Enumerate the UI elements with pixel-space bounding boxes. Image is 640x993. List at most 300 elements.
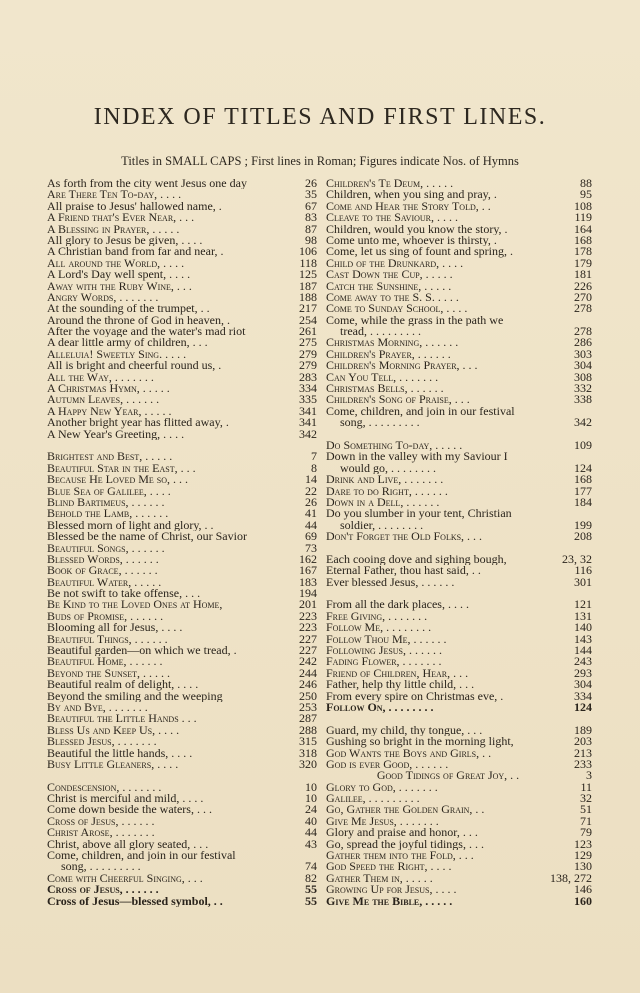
entry-hymn-number: 3 [586, 770, 592, 782]
index-entry [47, 463, 317, 474]
entry-hymn-number: 201 [299, 599, 317, 611]
entry-title: As forth from the city went Jesus one day [47, 178, 247, 190]
index-entry [47, 360, 317, 371]
index-entry [326, 577, 592, 588]
entry-title: Good Tidings of Great Joy, . . [376, 770, 520, 782]
index-entry [326, 770, 592, 781]
entry-title: Children's Te Deum, . . . . . [326, 178, 454, 190]
entry-hymn-number: 243 [574, 656, 592, 668]
entry-hymn-number: 301 [574, 576, 592, 589]
entry-hymn-number: 146 [574, 884, 592, 896]
entry-title: Guard, my child, thy tongue, . . . [326, 724, 483, 737]
entry-hymn-number: 315 [299, 736, 317, 748]
index-entry [326, 668, 592, 679]
entry-title: Come, while the grass in the path we [326, 314, 504, 327]
entry-title: Catch the Sunshine, . . . . . [326, 280, 452, 292]
entry-hymn-number: 308 [574, 371, 592, 384]
entry-hymn-number: 164 [574, 223, 592, 235]
entry-hymn-number: 178 [574, 246, 592, 258]
entry-title: God Speed the Right, . . . . [326, 861, 452, 873]
entry-hymn-number: 121 [574, 599, 592, 611]
index-entry [326, 224, 592, 235]
entry-hymn-number: 41 [305, 508, 317, 520]
entry-hymn-number: 261 [299, 326, 317, 338]
index-entry [326, 508, 592, 519]
index-entry [47, 543, 317, 554]
entry-title: Go, Gather the Golden Grain, . . [326, 804, 485, 816]
index-entry [326, 850, 592, 861]
entry-title: Busy Little Gleaners, . . . . [47, 758, 179, 771]
entry-hymn-number: 304 [574, 679, 592, 691]
index-entry [326, 201, 592, 212]
index-entry [47, 337, 317, 348]
entry-title: Beyond the smiling and the weeping [47, 690, 223, 702]
entry-hymn-number: 23, 32 [562, 553, 592, 566]
entry-title: All the Way, . . . . . . . [47, 371, 154, 384]
index-entry [47, 656, 317, 667]
entry-title: Drink and Live, . . . . . . . [326, 474, 444, 486]
entry-hymn-number: 334 [574, 690, 592, 702]
entry-title: Children's Morning Prayer, . . . [326, 360, 478, 372]
entry-title: Down in the valley with my Saviour I [326, 451, 508, 463]
entry-title: Come, children, and join in our festival [326, 405, 515, 418]
index-entry [47, 497, 317, 508]
index-entry [47, 201, 317, 212]
entry-title: Behold the Lamb, . . . . . . [47, 508, 169, 520]
entry-title: Beautiful Water, . . . . . [47, 576, 162, 589]
index-entry [326, 725, 592, 736]
entry-hymn-number: 179 [574, 257, 592, 270]
entry-title: Gushing so bright in the morning light, [326, 736, 514, 748]
entry-hymn-number: 246 [299, 679, 317, 691]
entry-hymn-number: 213 [574, 747, 592, 759]
entry-title: Give Me the Bible, . . . . . [326, 895, 453, 907]
index-entry [47, 258, 317, 269]
entry-title: Away with the Ruby Wine, . . . [47, 280, 192, 292]
left-column [47, 178, 317, 907]
entry-hymn-number: 341 [299, 417, 317, 429]
entry-title: Can You Tell, . . . . . . . [326, 371, 439, 384]
entry-title: Be not swift to take offense, . . . [47, 588, 201, 600]
entry-title: Beautiful Home, . . . . . . [47, 656, 163, 668]
entry-title: Beautiful realm of delight, . . . . [47, 679, 199, 691]
index-entry [47, 235, 317, 246]
index-entry [326, 372, 592, 383]
entry-hymn-number: 11 [580, 781, 592, 794]
entry-title: God is ever Good, . . . . . . [326, 758, 449, 771]
entry-hymn-number: 288 [299, 724, 317, 737]
entry-title: Growing Up for Jesus, . . . . [326, 884, 457, 896]
entry-title: A Blessing in Prayer, . . . . . [47, 223, 180, 235]
index-entry [326, 611, 592, 622]
index-entry [326, 702, 592, 713]
index-entry [326, 816, 592, 827]
entry-hymn-number: 184 [574, 496, 592, 509]
index-entry [47, 349, 317, 360]
entry-hymn-number: 14 [305, 474, 317, 486]
entry-hymn-number: 144 [574, 645, 592, 657]
entry-title: Autumn Leaves, . . . . . . [47, 394, 160, 406]
index-entry [326, 474, 592, 485]
index-entry [326, 736, 592, 747]
entry-hymn-number: 227 [299, 645, 317, 657]
entry-hymn-number: 188 [299, 291, 317, 304]
entry-hymn-number: 194 [299, 588, 317, 600]
index-entry [326, 599, 592, 610]
entry-title: would go, . . . . . . . . [340, 462, 436, 475]
entry-hymn-number: 88 [580, 178, 592, 190]
page-title: INDEX OF TITLES AND FIRST LINES. [93, 104, 547, 130]
entry-title: By and Bye, . . . . . . . [47, 701, 148, 714]
entry-title: Beautiful Star in the East, . . . [47, 462, 196, 475]
entry-hymn-number: 24 [305, 804, 317, 816]
entry-hymn-number: 83 [305, 212, 317, 224]
entry-title: Children, would you know the story, . [326, 223, 508, 235]
entry-hymn-number: 278 [574, 303, 592, 315]
entry-title: Beautiful garden—on which we tread, . [47, 645, 237, 657]
index-entry [326, 315, 592, 326]
entry-hymn-number: 279 [299, 360, 317, 372]
entry-title: Free Giving, . . . . . . . [326, 610, 428, 623]
entry-title: Christmas Morning, . . . . . . [326, 337, 459, 349]
entry-hymn-number: 253 [299, 701, 317, 714]
index-entry [47, 622, 317, 633]
section-gap [47, 440, 317, 451]
index-entry [326, 520, 592, 531]
entry-title: Fading Flower, . . . . . . . [326, 656, 442, 668]
index-entry [47, 679, 317, 690]
entry-hymn-number: 233 [574, 758, 592, 771]
index-entry [47, 531, 317, 542]
entry-title: Be Kind to the Loved Ones at Home, [47, 599, 223, 611]
entry-hymn-number: 8 [311, 462, 317, 475]
index-entry [47, 269, 317, 280]
entry-title: Down in a Dell, . . . . . . [326, 496, 440, 509]
index-entry [326, 531, 592, 542]
index-entry [326, 759, 592, 770]
entry-title: All around the World, . . . . [47, 257, 185, 270]
entry-title: Condescension, . . . . . . . [47, 781, 162, 794]
entry-hymn-number: 32 [580, 793, 592, 805]
entry-hymn-number: 131 [574, 610, 592, 623]
index-entry [326, 782, 592, 793]
entry-hymn-number: 162 [299, 553, 317, 566]
entry-title: Come, let us sing of fount and spring, . [326, 246, 513, 258]
index-entry [47, 565, 317, 576]
entry-title: A dear little army of children, . . . [47, 337, 208, 349]
entry-hymn-number: 217 [299, 303, 317, 315]
entry-title: Come down beside the waters, . . . [47, 804, 212, 816]
index-entry [47, 246, 317, 257]
index-entry [47, 486, 317, 497]
entry-hymn-number: 287 [299, 713, 317, 725]
entry-title: Blessed morn of light and glory, . . [47, 519, 214, 532]
index-entry [326, 748, 592, 759]
entry-title: Beautiful Songs, . . . . . . [47, 542, 165, 554]
entry-hymn-number: 223 [299, 622, 317, 634]
entry-title: Follow Me, . . . . . . . . [326, 622, 432, 634]
index-entry [47, 850, 317, 861]
entry-title: Galilee, . . . . . . . . . [326, 793, 420, 805]
entry-title: Follow On, . . . . . . . . [326, 701, 434, 714]
entry-title: All is bright and cheerful round us, . [47, 360, 222, 372]
index-entry [326, 258, 592, 269]
entry-hymn-number: 44 [305, 519, 317, 532]
entry-title: From all the dark places, . . . . [326, 599, 469, 611]
index-entry [326, 360, 592, 371]
entry-title: A New Year's Greeting, . . . . [47, 428, 185, 440]
entry-hymn-number: 189 [574, 724, 592, 737]
entry-title: Children's Prayer, . . . . . . [326, 348, 451, 361]
entry-hymn-number: 203 [574, 736, 592, 748]
entry-title: Blue Sea of Galilee, . . . . [47, 485, 171, 497]
entry-hymn-number: 124 [574, 701, 592, 714]
index-entry [326, 451, 592, 462]
entry-title: All praise to Jesus' hallowed name, . [47, 200, 222, 213]
index-entry [47, 303, 317, 314]
entry-hymn-number: 125 [299, 269, 317, 281]
entry-hymn-number: 242 [299, 656, 317, 668]
entry-hymn-number: 98 [305, 234, 317, 247]
index-entry [326, 896, 592, 907]
entry-hymn-number: 55 [305, 895, 317, 907]
entry-title: At the sounding of the trumpet, . . [47, 303, 210, 315]
entry-hymn-number: 227 [299, 633, 317, 646]
entry-title: Glory and praise and honor, . . . [326, 827, 478, 839]
entry-title: Because He Loved Me so, . . . [47, 474, 189, 486]
index-entry [326, 622, 592, 633]
index-entry [326, 793, 592, 804]
entry-hymn-number: 69 [305, 531, 317, 543]
entry-hymn-number: 341 [299, 405, 317, 418]
entry-hymn-number: 168 [574, 234, 592, 247]
entry-title: Are There Ten To-day, . . . . [47, 189, 182, 201]
entry-hymn-number: 123 [574, 838, 592, 851]
entry-title: Christmas Bells, . . . . . . [326, 383, 444, 395]
entry-title: Come with Cheerful Singing, . . . [47, 872, 203, 885]
index-entry [47, 189, 317, 200]
entry-title: Eternal Father, thou hast said, . . [326, 565, 481, 577]
entry-title: Brightest and Best, . . . . . [47, 451, 173, 463]
entry-title: tread, . . . . . . . . . [340, 326, 421, 338]
index-entry [47, 691, 317, 702]
entry-hymn-number: 108 [574, 200, 592, 213]
entry-hymn-number: 270 [574, 291, 592, 304]
entry-hymn-number: 199 [574, 519, 592, 532]
index-entry [47, 383, 317, 394]
entry-hymn-number: 116 [574, 565, 592, 577]
index-entry [47, 394, 317, 405]
index-entry [47, 668, 317, 679]
entry-hymn-number: 279 [299, 348, 317, 361]
entry-hymn-number: 124 [574, 462, 592, 475]
entry-title: Do you slumber in your tent, Christian [326, 508, 512, 520]
entry-title: Come away to the S. S. . . . . [326, 291, 459, 304]
entry-hymn-number: 187 [299, 280, 317, 292]
entry-title: Bless Us and Keep Us, . . . . [47, 724, 180, 737]
entry-title: Glory to God, . . . . . . . [326, 781, 438, 794]
entry-hymn-number: 168 [574, 474, 592, 486]
entry-title: Children's Song of Praise, . . . [326, 394, 470, 406]
index-entry [326, 212, 592, 223]
entry-hymn-number: 160 [574, 895, 592, 907]
entry-hymn-number: 167 [299, 565, 317, 577]
entry-hymn-number: 303 [574, 348, 592, 361]
index-entry [326, 827, 592, 838]
entry-title: All glory to Jesus be given, . . . . [47, 234, 203, 247]
index-entry [47, 839, 317, 850]
index-entry [326, 497, 592, 508]
index-entry [47, 782, 317, 793]
entry-hymn-number: 10 [305, 781, 317, 794]
entry-title: Blessed be the name of Christ, our Savior [47, 531, 247, 543]
entry-hymn-number: 334 [299, 383, 317, 395]
index-entry [47, 508, 317, 519]
index-entry [326, 463, 592, 474]
entry-title: A Christmas Hymn, . . . . . [47, 383, 170, 395]
index-entry [326, 235, 592, 246]
entry-hymn-number: 130 [574, 861, 592, 873]
entry-hymn-number: 87 [305, 223, 317, 235]
entry-hymn-number: 304 [574, 360, 592, 372]
index-entry [326, 656, 592, 667]
index-entry [326, 486, 592, 497]
entry-title: Beyond the Sunset, . . . . . [47, 667, 171, 680]
index-entry [326, 861, 592, 872]
entry-title: Cross of Jesus, . . . . . . [47, 815, 155, 828]
index-entry [47, 292, 317, 303]
index-entry [47, 634, 317, 645]
entry-title: Don't Forget the Old Folks, . . . [326, 531, 483, 543]
entry-hymn-number: 226 [574, 280, 592, 292]
index-entry [326, 383, 592, 394]
entry-title: Father, help thy little child, . . . [326, 679, 475, 691]
entry-hymn-number: 129 [574, 850, 592, 862]
entry-hymn-number: 74 [305, 861, 317, 873]
index-entry [326, 326, 592, 337]
index-entry [47, 281, 317, 292]
index-entry [326, 269, 592, 280]
section-gap [326, 588, 592, 599]
entry-title: Alleluia! Sweetly Sing. . . . . [47, 348, 187, 361]
entry-title: Come, children, and join in our festival [47, 850, 236, 862]
page-subtitle: Titles in SMALL CAPS ; First lines in Roman; Figures indicate Nos. of Hymns [121, 154, 519, 168]
entry-title: Angry Words, . . . . . . . [47, 291, 159, 304]
entry-hymn-number: 109 [574, 439, 592, 452]
index-entry [47, 725, 317, 736]
entry-title: Cross of Jesus—blessed symbol, . . [47, 895, 223, 907]
entry-hymn-number: 119 [574, 212, 592, 224]
index-entry [47, 554, 317, 565]
index-entry [47, 804, 317, 815]
entry-hymn-number: 208 [574, 531, 592, 543]
entry-hymn-number: 335 [299, 394, 317, 406]
entry-hymn-number: 82 [305, 872, 317, 885]
entry-hymn-number: 181 [574, 269, 592, 281]
entry-hymn-number: 67 [305, 200, 317, 213]
entry-hymn-number: 40 [305, 815, 317, 828]
index-entry [47, 224, 317, 235]
entry-title: Cleave to the Saviour, . . . . [326, 212, 459, 224]
index-entry [47, 816, 317, 827]
entry-hymn-number: 43 [305, 838, 317, 851]
entry-hymn-number: 140 [574, 622, 592, 634]
entry-title: soldier, . . . . . . . . [340, 519, 424, 532]
section-gap [47, 770, 317, 781]
entry-hymn-number: 283 [299, 371, 317, 384]
entry-hymn-number: 79 [580, 827, 592, 839]
index-entry [47, 212, 317, 223]
entry-hymn-number: 73 [305, 542, 317, 554]
entry-hymn-number: 342 [299, 428, 317, 440]
index-entry [47, 884, 317, 895]
entry-hymn-number: 342 [574, 417, 592, 429]
entry-hymn-number: 286 [574, 337, 592, 349]
entry-title: Go, spread the joyful tidings, . . . [326, 838, 484, 851]
index-entry [47, 827, 317, 838]
index-entry [47, 520, 317, 531]
entry-title: A Happy New Year, . . . . . [47, 405, 172, 418]
index-entry [47, 178, 317, 189]
entry-hymn-number: 332 [574, 383, 592, 395]
entry-title: Gather Them in, . . . . . [326, 872, 433, 885]
entry-title: Ever blessed Jesus, . . . . . . [326, 576, 455, 589]
index-entry [326, 679, 592, 690]
index-entry [47, 315, 317, 326]
entry-title: Blooming all for Jesus, . . . . [47, 622, 183, 634]
entry-hymn-number: 318 [299, 747, 317, 759]
index-entry [326, 440, 592, 451]
entry-hymn-number: 177 [574, 485, 592, 497]
entry-title: Blessed Words, . . . . . . [47, 553, 159, 566]
entry-title: Cast Down the Cup, . . . . . [326, 269, 453, 281]
section-gap [326, 713, 592, 724]
entry-hymn-number: 106 [299, 246, 317, 258]
index-entry [326, 303, 592, 314]
entry-title: Child of the Drunkard, . . . . [326, 257, 464, 270]
entry-title: Christ Arose, . . . . . . . [47, 827, 155, 839]
index-entry [47, 429, 317, 440]
entry-title: Do Something To-day, . . . . . [326, 439, 463, 452]
entry-hymn-number: 51 [580, 804, 592, 816]
index-entry [47, 611, 317, 622]
index-entry [326, 246, 592, 257]
entry-title: song, . . . . . . . . . [61, 861, 141, 873]
entry-hymn-number: 71 [580, 815, 592, 828]
entry-title: Come to Sunday School, . . . . [326, 303, 468, 315]
entry-title: After the voyage and the water's mad riot [47, 326, 246, 338]
index-entry [326, 554, 592, 565]
entry-hymn-number: 22 [305, 485, 317, 497]
index-entry [326, 281, 592, 292]
entry-title: Each cooing dove and sighing bough, [326, 553, 507, 566]
entry-hymn-number: 278 [574, 326, 592, 338]
entry-title: Buds of Promise, . . . . . . [47, 610, 164, 623]
entry-title: Beautiful the little hands, . . . . [47, 747, 193, 759]
entry-hymn-number: 275 [299, 337, 317, 349]
entry-title: Dare to do Right, . . . . . . [326, 485, 448, 497]
index-entry [326, 645, 592, 656]
index-entry [326, 337, 592, 348]
entry-title: Book of Grace, . . . . . . [47, 565, 158, 577]
index-entry [326, 394, 592, 405]
entry-hymn-number: 223 [299, 610, 317, 623]
index-entry [47, 736, 317, 747]
entry-hymn-number: 7 [311, 451, 317, 463]
entry-title: Cross of Jesus, . . . . . . [47, 884, 159, 896]
entry-title: A Lord's Day well spent, . . . . [47, 269, 191, 281]
index-entry [47, 577, 317, 588]
